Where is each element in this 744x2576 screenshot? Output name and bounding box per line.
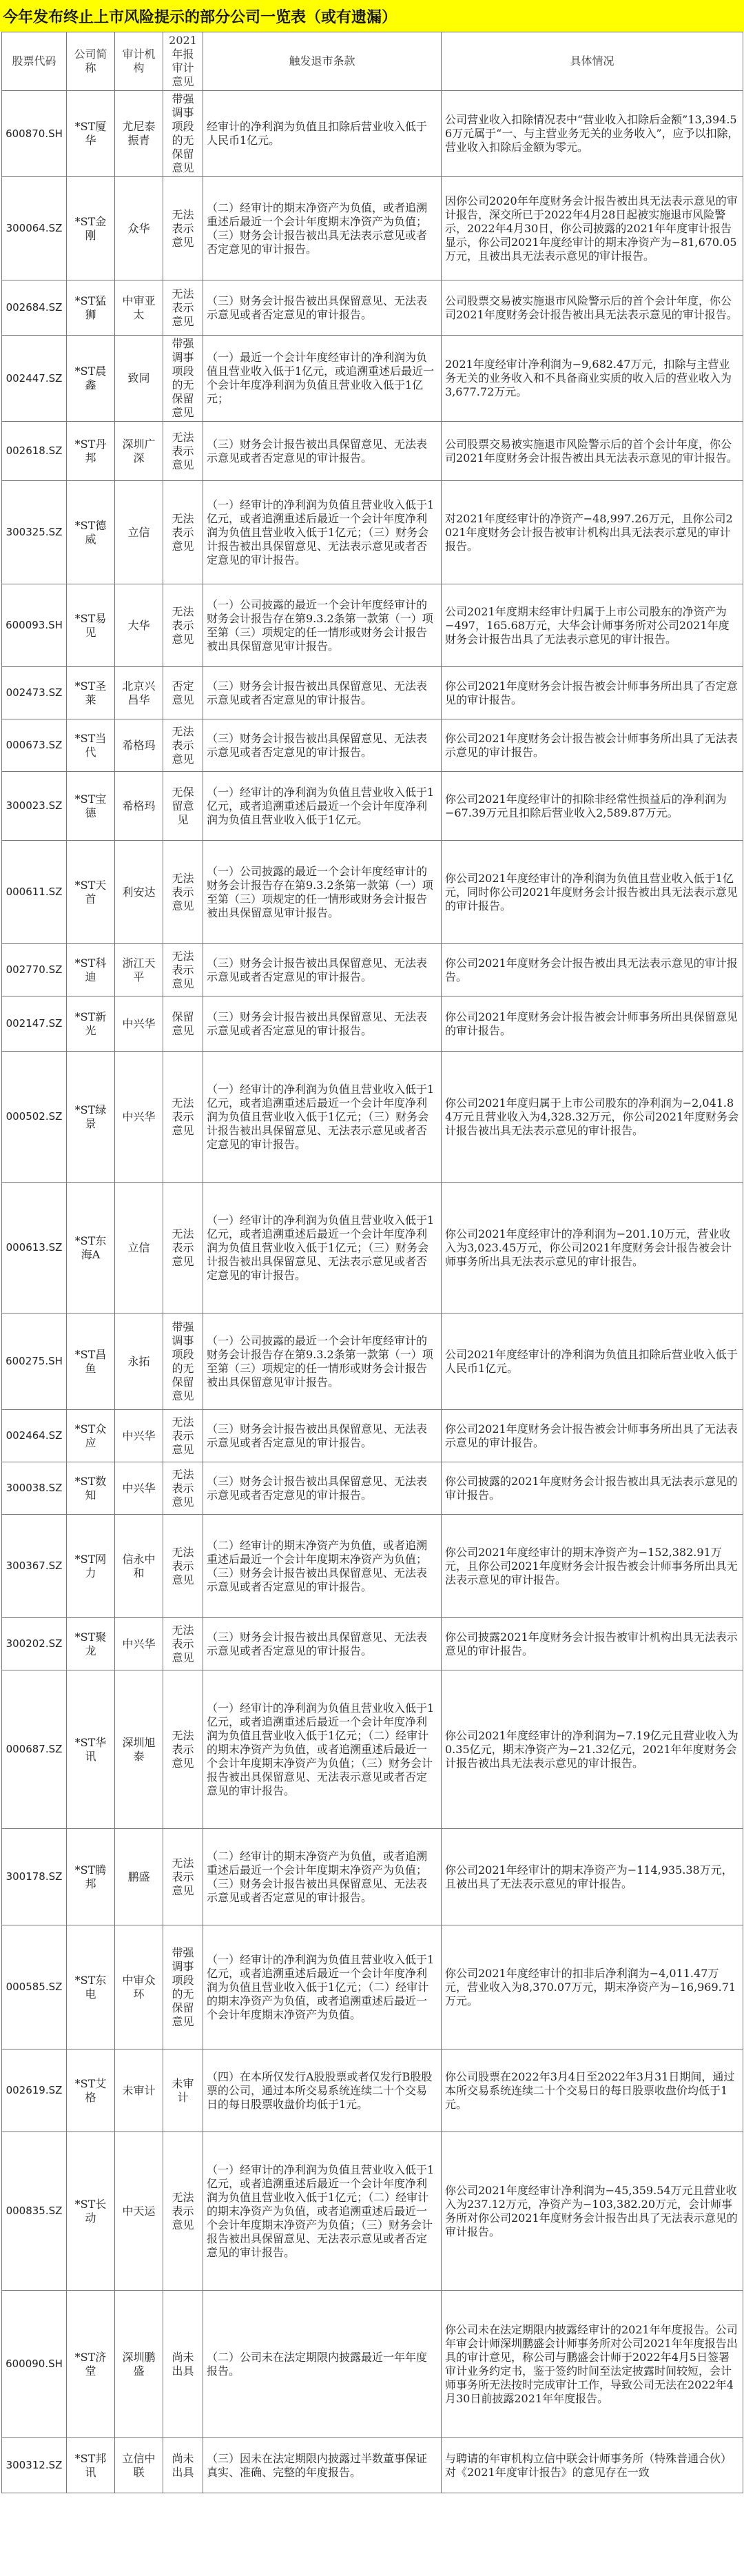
cell-trigger-clause: （一）经审计的净利润为负值且营业收入低于1亿元，或者追溯重述后最近一个会计年度净利润为负值且营业收入低于1亿元；（三）财务会计报告被出具保留意见、无法表示意见或者否定意见的审计报告。	[203, 481, 442, 584]
cell-stock-code: 000502.SZ	[2, 1052, 67, 1183]
table-body	[2, 91, 743, 2493]
table-row	[2, 841, 743, 944]
cell-stock-code: 000835.SZ	[2, 2132, 67, 2291]
cell-company-name: *ST东电	[67, 1925, 115, 2049]
cell-trigger-clause: （三）财务会计报告被出具保留意见、无法表示意见或者否定意见的审计报告。	[203, 1410, 442, 1462]
cell-auditor: 希格玛	[115, 772, 163, 841]
cell-stock-code: 000611.SZ	[2, 841, 67, 944]
cell-company-name: *ST厦华	[67, 91, 115, 177]
cell-company-name: *ST绿景	[67, 1052, 115, 1183]
cell-trigger-clause: （二）经审计的期末净资产为负值，或者追溯重述后最近一个会计年度期末净资产为负值；（三）财务会计报告被出具无法表示意见或者否定意见的审计报告。	[203, 177, 442, 280]
cell-company-name: *ST众应	[67, 1410, 115, 1462]
cell-auditor: 中兴华	[115, 1618, 163, 1670]
cell-auditor: 利安达	[115, 841, 163, 944]
cell-auditor: 鹏盛	[115, 1829, 163, 1925]
cell-trigger-clause: （三）财务会计报告被出具保留意见、无法表示意见或者否定意见的审计报告。	[203, 280, 442, 336]
cell-stock-code: 300064.SZ	[2, 177, 67, 280]
cell-detail: 你公司2021年度归属于上市公司股东的净利润为−2,041.84万元且营业收入为4,328.32万元，你公司2021年度财务会计报告被出具无法表示意见的审计报告。	[442, 1052, 743, 1183]
cell-stock-code: 300038.SZ	[2, 1462, 67, 1515]
cell-trigger-clause: （三）财务会计报告被出具保留意见、无法表示意见或者否定意见的审计报告。	[203, 719, 442, 772]
table-row	[2, 584, 743, 667]
cell-audit-opinion: 否定意见	[163, 667, 203, 719]
cell-trigger-clause: （二）公司未在法定期限内披露最近一年年度报告。	[203, 2291, 442, 2438]
cell-audit-opinion: 无法表示意见	[163, 422, 203, 481]
table-row	[2, 1052, 743, 1183]
cell-audit-opinion: 无法表示意见	[163, 1410, 203, 1462]
table-row	[2, 91, 743, 177]
table-row	[2, 1618, 743, 1670]
table-row	[2, 2049, 743, 2132]
cell-stock-code: 300023.SZ	[2, 772, 67, 841]
table-row	[2, 2438, 743, 2493]
cell-detail: 因你公司2020年年度财务会计报告被出具无法表示意见的审计报告，深交所已于2022年4月28日起被实施退市风险警示，2022年4月30日，你公司披露的2021年年度审计报告显示，你公司2021年度经审计的期末净资产为−81,670.05万元，且被出具无法表示意见的审计报告。	[442, 177, 743, 280]
cell-auditor: 未审计	[115, 2049, 163, 2132]
cell-company-name: *ST艾格	[67, 2049, 115, 2132]
cell-audit-opinion: 无法表示意见	[163, 280, 203, 336]
cell-stock-code: 000613.SZ	[2, 1183, 67, 1313]
cell-stock-code: 000585.SZ	[2, 1925, 67, 2049]
cell-auditor: 希格玛	[115, 719, 163, 772]
cell-audit-opinion: 无法表示意见	[163, 1670, 203, 1829]
cell-trigger-clause: （四）在本所仅发行A股股票或者仅发行B股股票的公司，通过本所交易系统连续二十个交易日的每日股票收盘价均低于1元。	[203, 2049, 442, 2132]
header-trigger: 触发退市条款	[203, 32, 442, 91]
cell-company-name: *ST科迪	[67, 944, 115, 996]
table-row	[2, 2132, 743, 2291]
cell-auditor: 立信中联	[115, 2438, 163, 2493]
cell-auditor: 中兴华	[115, 1462, 163, 1515]
cell-company-name: *ST天首	[67, 841, 115, 944]
cell-trigger-clause: （一）经审计的净利润为负值且营业收入低于1亿元，或者追溯重述后最近一个会计年度净利润为负值且营业收入低于1亿元；（二）经审计的期末净资产为负值，或者追溯重述后最近一个会计年度期末净资产为负值；（三）财务会计报告被出具保留意见、无法表示意见或者否定意见的审计报告。	[203, 2132, 442, 2291]
table-row	[2, 280, 743, 336]
cell-trigger-clause: （一）公司披露的最近一个会计年度经审计的财务会计报告存在第9.3.2条第一款第（一）项至第（三）项规定的任一情形或财务会计报告被出具保留意见审计报告。	[203, 584, 442, 667]
cell-auditor: 众华	[115, 177, 163, 280]
cell-detail: 公司2021年度期末经审计归属于上市公司股东的净资产为−497，165.68万元，大华会计师事务所对公司2021年度财务会计报告出具了无法表示意见的审计报告。	[442, 584, 743, 667]
cell-stock-code: 002473.SZ	[2, 667, 67, 719]
cell-auditor: 致同	[115, 336, 163, 422]
cell-stock-code: 000673.SZ	[2, 719, 67, 772]
cell-audit-opinion: 带强调事项段的无保留意见	[163, 91, 203, 177]
cell-detail: 你公司披露的2021年度财务会计报告被出具无法表示意见的审计报告。	[442, 1462, 743, 1515]
cell-stock-code: 300325.SZ	[2, 481, 67, 584]
cell-company-name: *ST济堂	[67, 2291, 115, 2438]
cell-company-name: *ST圣莱	[67, 667, 115, 719]
table-row	[2, 772, 743, 841]
cell-detail: 你公司2021年度财务会计报告被会计师事务所出具了无法表示意见的审计报告。	[442, 1410, 743, 1462]
cell-audit-opinion: 无法表示意见	[163, 1462, 203, 1515]
cell-stock-code: 002464.SZ	[2, 1410, 67, 1462]
cell-detail: 公司股票交易被实施退市风险警示后的首个会计年度，你公司2021年度财务会计报告被出具无法表示意见的审计报告。	[442, 280, 743, 336]
cell-audit-opinion: 无法表示意见	[163, 2132, 203, 2291]
cell-company-name: *ST邦讯	[67, 2438, 115, 2493]
cell-audit-opinion: 无法表示意见	[163, 1618, 203, 1670]
cell-audit-opinion: 无法表示意见	[163, 944, 203, 996]
cell-auditor: 浙江天平	[115, 944, 163, 996]
table-row	[2, 1462, 743, 1515]
header-name: 公司简称	[67, 32, 115, 91]
cell-company-name: *ST宝德	[67, 772, 115, 841]
cell-auditor: 永拓	[115, 1313, 163, 1410]
cell-detail: 你公司2021年度经审计的扣除非经常性损益后的净利润为−67.39万元且扣除后营业收入2,589.87万元。	[442, 772, 743, 841]
cell-audit-opinion: 无法表示意见	[163, 1829, 203, 1925]
cell-company-name: *ST晨鑫	[67, 336, 115, 422]
cell-detail: 你公司股票在2022年3月4日至2022年3月31日期间，通过本所交易系统连续二十个交易日的每日股票收盘价均低于1元。	[442, 2049, 743, 2132]
table-row	[2, 422, 743, 481]
cell-detail: 你公司2021年度经审计的净利润为负值且营业收入低于1亿元，同时你公司2021年度财务会计报告被出具无法表示意见的审计报告。	[442, 841, 743, 944]
cell-auditor: 深圳广深	[115, 422, 163, 481]
cell-trigger-clause: （三）财务会计报告被出具保留意见、无法表示意见或者否定意见的审计报告。	[203, 996, 442, 1052]
cell-audit-opinion: 无法表示意见	[163, 1515, 203, 1618]
cell-detail: 你公司2021年度经审计的扣非后净利润为−4,011.47万元，营业收入为8,370.07万元，期末净资产为−16,969.71万元。	[442, 1925, 743, 2049]
cell-company-name: *ST聚龙	[67, 1618, 115, 1670]
cell-trigger-clause: （一）经审计的净利润为负值且营业收入低于1亿元，或者追溯重述后最近一个会计年度净利润为负值且营业收入低于1亿元；（三）财务会计报告被出具保留意见、无法表示意见或者否定意见的审计报告。	[203, 1183, 442, 1313]
cell-stock-code: 002619.SZ	[2, 2049, 67, 2132]
table-row	[2, 1410, 743, 1462]
cell-detail: 你公司披露2021年度财务会计报告被审计机构出具无法表示意见的审计报告。	[442, 1618, 743, 1670]
cell-audit-opinion: 未审计	[163, 2049, 203, 2132]
cell-trigger-clause: （二）经审计的期末净资产为负值，或者追溯重述后最近一个会计年度期末净资产为负值；（三）财务会计报告被出具保留意见、无法表示意见或者否定意见的审计报告。	[203, 1515, 442, 1618]
cell-detail: 2021年度经审计净利润为−9,682.47万元，扣除与主营业务无关的业务收入和不具备商业实质的收入后的营业收入为3,677.72万元。	[442, 336, 743, 422]
cell-stock-code: 600090.SH	[2, 2291, 67, 2438]
cell-trigger-clause: （一）公司披露的最近一个会计年度经审计的财务会计报告存在第9.3.2条第一款第（一）项至第（三）项规定的任一情形或财务会计报告被出具保留意见审计报告。	[203, 1313, 442, 1410]
cell-audit-opinion: 尚未出具	[163, 2438, 203, 2493]
cell-stock-code: 600093.SH	[2, 584, 67, 667]
cell-stock-code: 002684.SZ	[2, 280, 67, 336]
cell-audit-opinion: 无保留意见	[163, 772, 203, 841]
cell-auditor: 中审众环	[115, 1925, 163, 2049]
cell-detail: 你公司2021年度财务会计报告被会计师事务所出具了无法表示意见的审计报告。	[442, 719, 743, 772]
table-row	[2, 336, 743, 422]
table-row	[2, 1183, 743, 1313]
cell-audit-opinion: 尚未出具	[163, 2291, 203, 2438]
cell-detail: 与聘请的年审机构立信中联会计师事务所（特殊普通合伙）对《2021年度审计报告》的意见存在一致	[442, 2438, 743, 2493]
cell-trigger-clause: （一）经审计的净利润为负值且营业收入低于1亿元，或者追溯重述后最近一个会计年度净利润为负值且营业收入低于1亿元；（三）财务会计报告被出具保留意见、无法表示意见或者否定意见的审计报告。	[203, 1052, 442, 1183]
cell-stock-code: 300202.SZ	[2, 1618, 67, 1670]
cell-audit-opinion: 带强调事项段的无保留意见	[163, 336, 203, 422]
cell-stock-code: 300367.SZ	[2, 1515, 67, 1618]
cell-detail: 公司股票交易被实施退市风险警示后的首个会计年度，你公司2021年度财务会计报告被出具无法表示意见的审计报告。	[442, 422, 743, 481]
page-title: 今年发布终止上市风险提示的部分公司一览表（或有遗漏）	[0, 0, 744, 32]
table-row	[2, 1925, 743, 2049]
cell-stock-code: 002147.SZ	[2, 996, 67, 1052]
table-row	[2, 481, 743, 584]
header-auditor: 审计机构	[115, 32, 163, 91]
cell-detail: 公司2021年度经审计的净利润为负值且扣除后营业收入低于人民币1亿元。	[442, 1313, 743, 1410]
cell-stock-code: 000687.SZ	[2, 1670, 67, 1829]
cell-trigger-clause: （三）财务会计报告被出具保留意见、无法表示意见或者否定意见的审计报告。	[203, 1462, 442, 1515]
cell-stock-code: 002447.SZ	[2, 336, 67, 422]
cell-audit-opinion: 无法表示意见	[163, 1183, 203, 1313]
cell-auditor: 大华	[115, 584, 163, 667]
cell-stock-code: 002770.SZ	[2, 944, 67, 996]
cell-audit-opinion: 无法表示意见	[163, 719, 203, 772]
cell-company-name: *ST丹邦	[67, 422, 115, 481]
cell-company-name: *ST猛狮	[67, 280, 115, 336]
cell-trigger-clause: （一）经审计的净利润为负值且营业收入低于1亿元，或者追溯重述后最近一个会计年度净利润为负值且营业收入低于1亿元；（二）经审计的期末净资产为负值，或者追溯重述后最近一个会计年度期末净资产为负值。	[203, 1925, 442, 2049]
cell-stock-code: 300178.SZ	[2, 1829, 67, 1925]
header-opinion: 2021年报审计意见	[163, 32, 203, 91]
cell-trigger-clause: （二）经审计的期末净资产为负值，或者追溯重述后最近一个会计年度期末净资产为负值；（三）财务会计报告被出具保留意见、无法表示意见或者否定意见的审计报告。	[203, 1829, 442, 1925]
cell-auditor: 深圳鹏盛	[115, 2291, 163, 2438]
cell-stock-code: 600275.SH	[2, 1313, 67, 1410]
cell-auditor: 中兴华	[115, 1410, 163, 1462]
cell-trigger-clause: （三）财务会计报告被出具保留意见、无法表示意见或者否定意见的审计报告。	[203, 422, 442, 481]
cell-company-name: *ST长动	[67, 2132, 115, 2291]
cell-company-name: *ST德威	[67, 481, 115, 584]
table-row	[2, 996, 743, 1052]
cell-audit-opinion: 无法表示意见	[163, 481, 203, 584]
cell-detail: 你公司2021年度经审计的净利润为−201.10万元，营业收入为3,023.45万元，你公司2021年度财务会计报告被会计师事务所出具无法表示意见的审计报告。	[442, 1183, 743, 1313]
cell-auditor: 尤尼泰振青	[115, 91, 163, 177]
cell-audit-opinion: 带强调事项段的无保留意见	[163, 1925, 203, 2049]
cell-detail: 你公司2021年度经审计净利润为−45,359.54万元且营业收入为237.12万元，净资产为−103,382.20万元，会计师事务所对你公司2021年度财务会计报告出具了无法表示意见的审计报告。	[442, 2132, 743, 2291]
cell-auditor: 中天运	[115, 2132, 163, 2291]
header-code: 股票代码	[2, 32, 67, 91]
table-row	[2, 1829, 743, 1925]
header-row	[2, 32, 743, 91]
cell-auditor: 中兴华	[115, 1052, 163, 1183]
cell-trigger-clause: 经审计的净利润为负值且扣除后营业收入低于人民币1亿元。	[203, 91, 442, 177]
cell-auditor: 信永中和	[115, 1515, 163, 1618]
cell-auditor: 立信	[115, 481, 163, 584]
table-row	[2, 944, 743, 996]
cell-detail: 你公司2021年度财务会计报告被出具无法表示意见的审计报告。	[442, 944, 743, 996]
table-row	[2, 1670, 743, 1829]
cell-auditor: 北京兴昌华	[115, 667, 163, 719]
cell-trigger-clause: （一）公司披露的最近一个会计年度经审计的财务会计报告存在第9.3.2条第一款第（一）项至第（三）项规定的任一情形或财务会计报告被出具保留意见审计报告。	[203, 841, 442, 944]
cell-stock-code: 300312.SZ	[2, 2438, 67, 2493]
cell-trigger-clause: （三）财务会计报告被出具保留意见、无法表示意见或者否定意见的审计报告。	[203, 1618, 442, 1670]
cell-stock-code: 600870.SH	[2, 91, 67, 177]
delisting-risk-table	[1, 32, 743, 2493]
table-row	[2, 719, 743, 772]
cell-detail: 你公司未在法定期限内披露经审计的2021年年度报告。公司年审会计师深圳鹏盛会计师事务所对公司2021年年度报告出具的审计意见，称公司与鹏盛会计师于2022年4月5日签署审计业务约定书，鉴于签约时间至法定披露时间较短，会计师事务所无法按时完成审计工作，导致公司无法在2022年4月30日前披露2021年年度报告。	[442, 2291, 743, 2438]
cell-audit-opinion: 带强调事项段的无保留意见	[163, 1313, 203, 1410]
table-row	[2, 2291, 743, 2438]
cell-detail: 你公司2021年度财务会计报告被会计师事务所出具了否定意见的审计报告。	[442, 667, 743, 719]
cell-company-name: *ST新光	[67, 996, 115, 1052]
cell-stock-code: 002618.SZ	[2, 422, 67, 481]
cell-auditor: 立信	[115, 1183, 163, 1313]
cell-auditor: 中兴华	[115, 996, 163, 1052]
table-row	[2, 1313, 743, 1410]
cell-company-name: *ST网力	[67, 1515, 115, 1618]
cell-trigger-clause: （三）财务会计报告被出具保留意见、无法表示意见或者否定意见的审计报告。	[203, 667, 442, 719]
table-row	[2, 667, 743, 719]
cell-audit-opinion: 无法表示意见	[163, 1052, 203, 1183]
cell-company-name: *ST腾邦	[67, 1829, 115, 1925]
header-detail: 具体情况	[442, 32, 743, 91]
cell-audit-opinion: 无法表示意见	[163, 841, 203, 944]
cell-audit-opinion: 保留意见	[163, 996, 203, 1052]
cell-trigger-clause: （一）经审计的净利润为负值且营业收入低于1亿元，或者追溯重述后最近一个会计年度净利润为负值且营业收入低于1亿元；（二）经审计的期末净资产为负值，或者追溯重述后最近一个会计年度期末净资产为负值；（三）财务会计报告被出具保留意见、无法表示意见或者否定意见的审计报告。	[203, 1670, 442, 1829]
cell-detail: 你公司2021年经审计的期末净资产为−114,935.38万元，且被出具了无法表示意见的审计报告。	[442, 1829, 743, 1925]
cell-auditor: 深圳旭泰	[115, 1670, 163, 1829]
cell-audit-opinion: 无法表示意见	[163, 177, 203, 280]
cell-trigger-clause: （一）最近一个会计年度经审计的净利润为负值且营业收入低于1亿元，或追溯重述后最近一个会计年度净利润为负值且营业收入低于1亿元；	[203, 336, 442, 422]
cell-company-name: *ST易见	[67, 584, 115, 667]
cell-company-name: *ST数知	[67, 1462, 115, 1515]
cell-trigger-clause: （一）经审计的净利润为负值且营业收入低于1亿元，或者追溯重述后最近一个会计年度净利润为负值且营业收入低于1亿元。	[203, 772, 442, 841]
cell-trigger-clause: （三）因未在法定期限内披露过半数董事保证真实、准确、完整的年度报告。	[203, 2438, 442, 2493]
cell-audit-opinion: 无法表示意见	[163, 584, 203, 667]
cell-company-name: *ST金刚	[67, 177, 115, 280]
cell-company-name: *ST东海A	[67, 1183, 115, 1313]
cell-company-name: *ST当代	[67, 719, 115, 772]
cell-detail: 对2021年度经审计的净资产−48,997.26万元，且你公司2021年度财务会计报告被审计机构出具无法表示意见的审计报告。	[442, 481, 743, 584]
cell-company-name: *ST昌鱼	[67, 1313, 115, 1410]
cell-auditor: 中审亚太	[115, 280, 163, 336]
table-row	[2, 1515, 743, 1618]
cell-company-name: *ST华讯	[67, 1670, 115, 1829]
cell-trigger-clause: （三）财务会计报告被出具保留意见、无法表示意见或者否定意见的审计报告。	[203, 944, 442, 996]
cell-detail: 你公司2021年度经审计的期末净资产为−152,382.91万元，且你公司2021年度财务会计报告被会计师事务所出具无法表示意见的审计报告。	[442, 1515, 743, 1618]
cell-detail: 公司营业收入扣除情况表中“营业收入扣除后金额”13,394.56万元属于“一、与主营业务无关的业务收入”，应予以扣除，营业收入扣除后金额为零元。	[442, 91, 743, 177]
table-row	[2, 177, 743, 280]
cell-detail: 你公司2021年度经审计的净利润为−7.19亿元且营业收入为0.35亿元，期末净资产为−21.32亿元，2021年年度财务会计报告被出具无法表示意见的审计报告。	[442, 1670, 743, 1829]
cell-detail: 你公司2021年度财务会计报告被会计师事务所出具保留意见的审计报告。	[442, 996, 743, 1052]
